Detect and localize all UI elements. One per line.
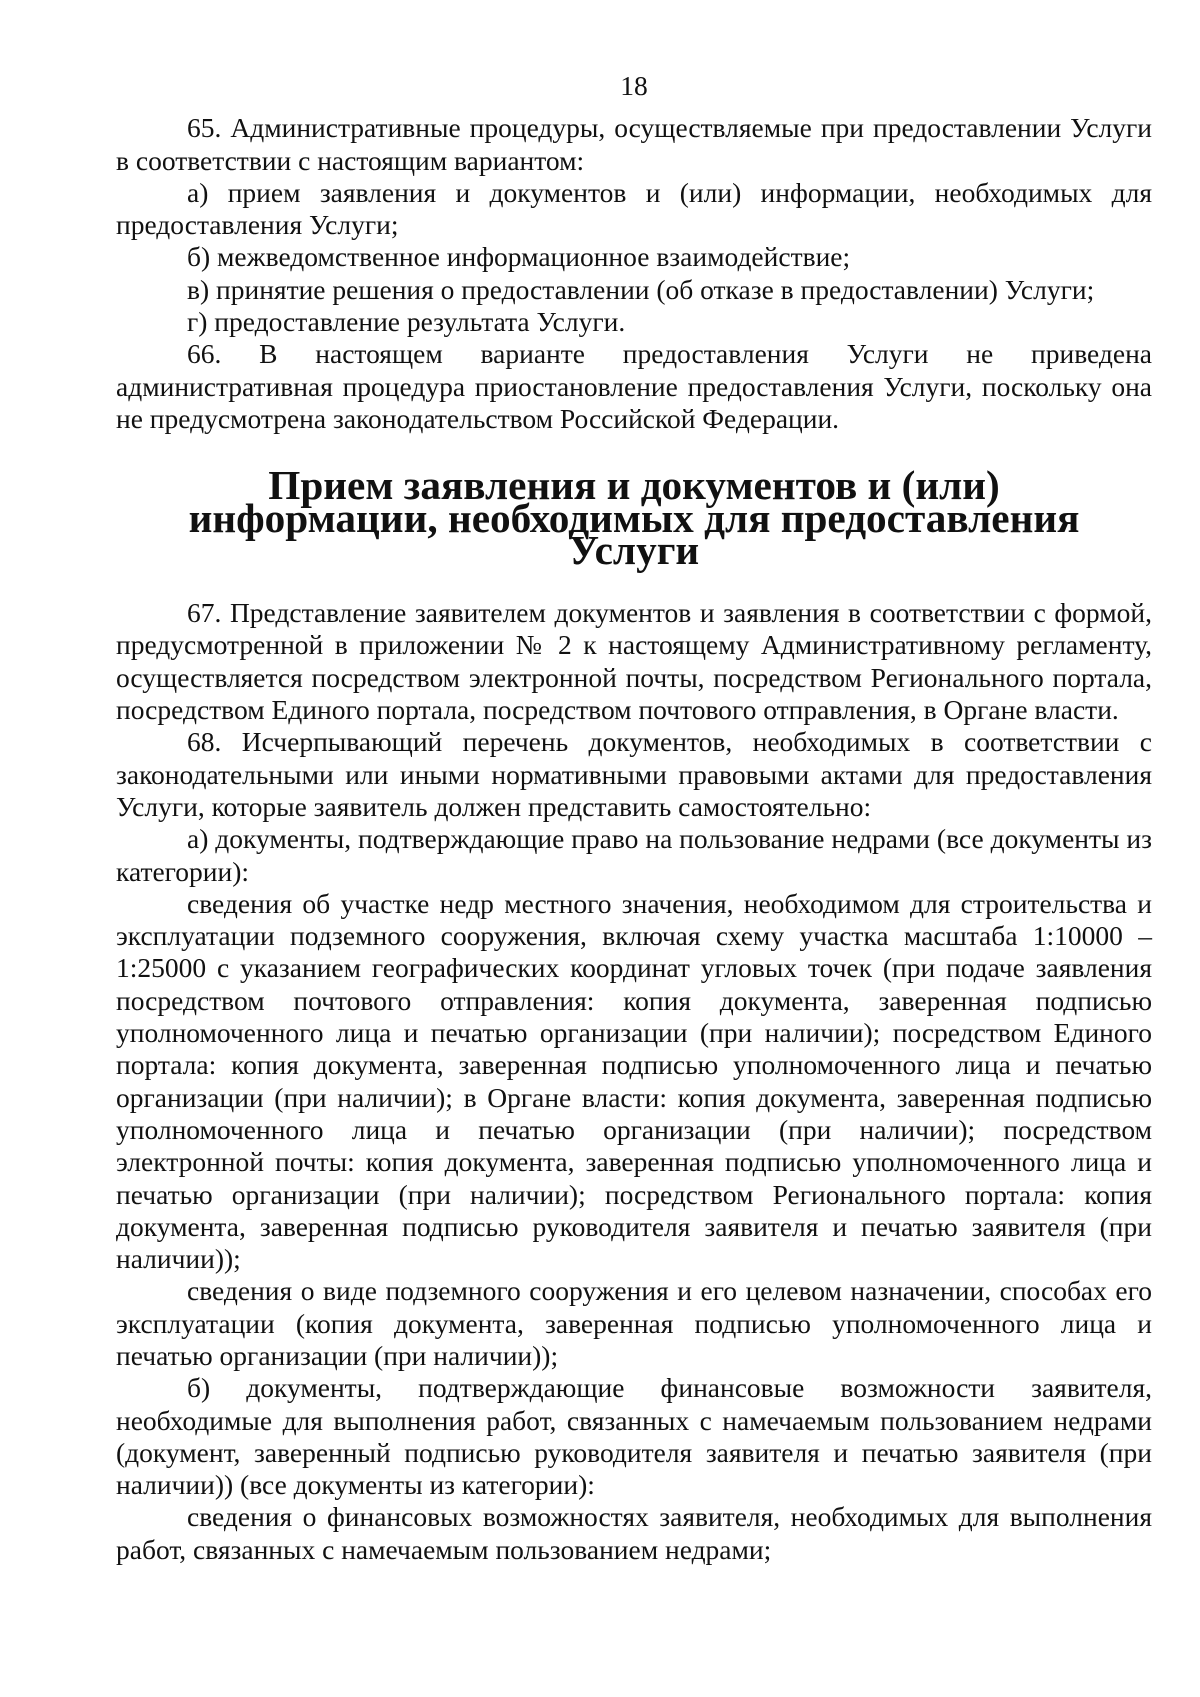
list-item-a-documents: а) документы, подтверждающие право на пользование недрами (все документы из категории):: [116, 823, 1152, 887]
financial-capabilities-details: сведения о финансовых возможностях заявителя, необходимых для выполнения работ, связанных с намечаемым пользованием недрами;: [116, 1501, 1152, 1565]
list-item-g: г) предоставление результата Услуги.: [187, 306, 626, 338]
page-number: 18: [620, 70, 648, 101]
list-item-v: в) принятие решения о предоставлении (об отказе в предоставлении) Услуги;: [187, 273, 1095, 305]
paragraph-66: 66. В настоящем варианте предоставления Услуги не приведена административная процедура приостановление предоставления Услуги, поскольку она не предусмотрена законодательством Российской Федерации.: [116, 338, 1152, 434]
document-page: [116, 70, 1152, 1566]
paragraph-67: 67. Представление заявителем документов и заявления в соответствии с формой, предусмотренной в приложении № 2 к настоящему Административному регламенту, осуществляется посредством электронной почты, посредством Регионального портала, посредством Единого портала, посредством почтового отправления, в Органе власти.: [116, 597, 1152, 726]
section-heading: Прием заявления и документов и (или) информации, необходимых для предоставления Услуги: [188, 462, 1080, 573]
list-item-a: а) прием заявления и документов и (или) информации, необходимых для предоставления Услуги;: [116, 176, 1152, 241]
paragraph-65: 65. Административные процедуры, осуществляемые при предоставлении Услуги в соответствии с настоящим вариантом:: [116, 112, 1152, 176]
underground-structure-details: сведения о виде подземного сооружения и его целевом назначении, способах его эксплуатации (копия документа, заверенная подписью уполномоченного лица и печатью организации (при наличии));: [116, 1275, 1152, 1371]
list-item-b-documents: б) документы, подтверждающие финансовые возможности заявителя, необходимые для выполнения работ, связанных с намечаемым пользованием недрами (документ, заверенный подписью руководителя заявителя и печатью заявителя (при наличии)) (все документы из категории):: [116, 1372, 1152, 1501]
subsoil-plot-details: сведения об участке недр местного значения, необходимом для строительства и эксплуатации подземного сооружения, включая схему участка масштаба 1:10000 – 1:25000 с указанием географических координат угловых точек (при подаче заявления посредством почтового отправления: копия документа, заверенная подписью уполномоченного лица и печатью организации (при наличии); посредством Единого портала: копия документа, заверенная подписью уполномоченного лица и печатью организации (при наличии); в Органе власти: копия документа, заверенная подписью уполномоченного лица и печатью организации (при наличии); посредством электронной почты: копия документа, заверенная подписью уполномоченного лица и печатью организации (при наличии); посредством Регионального портала: копия документа, заверенная подписью руководителя заявителя и печатью заявителя (при наличии));: [116, 887, 1152, 1275]
list-item-b: б) межведомственное информационное взаимодействие;: [187, 241, 851, 273]
paragraph-68: 68. Исчерпывающий перечень документов, необходимых в соответствии с законодательными или иными нормативными правовыми актами для предоставления Услуги, которые заявитель должен представить самостоятельно:: [116, 726, 1152, 822]
